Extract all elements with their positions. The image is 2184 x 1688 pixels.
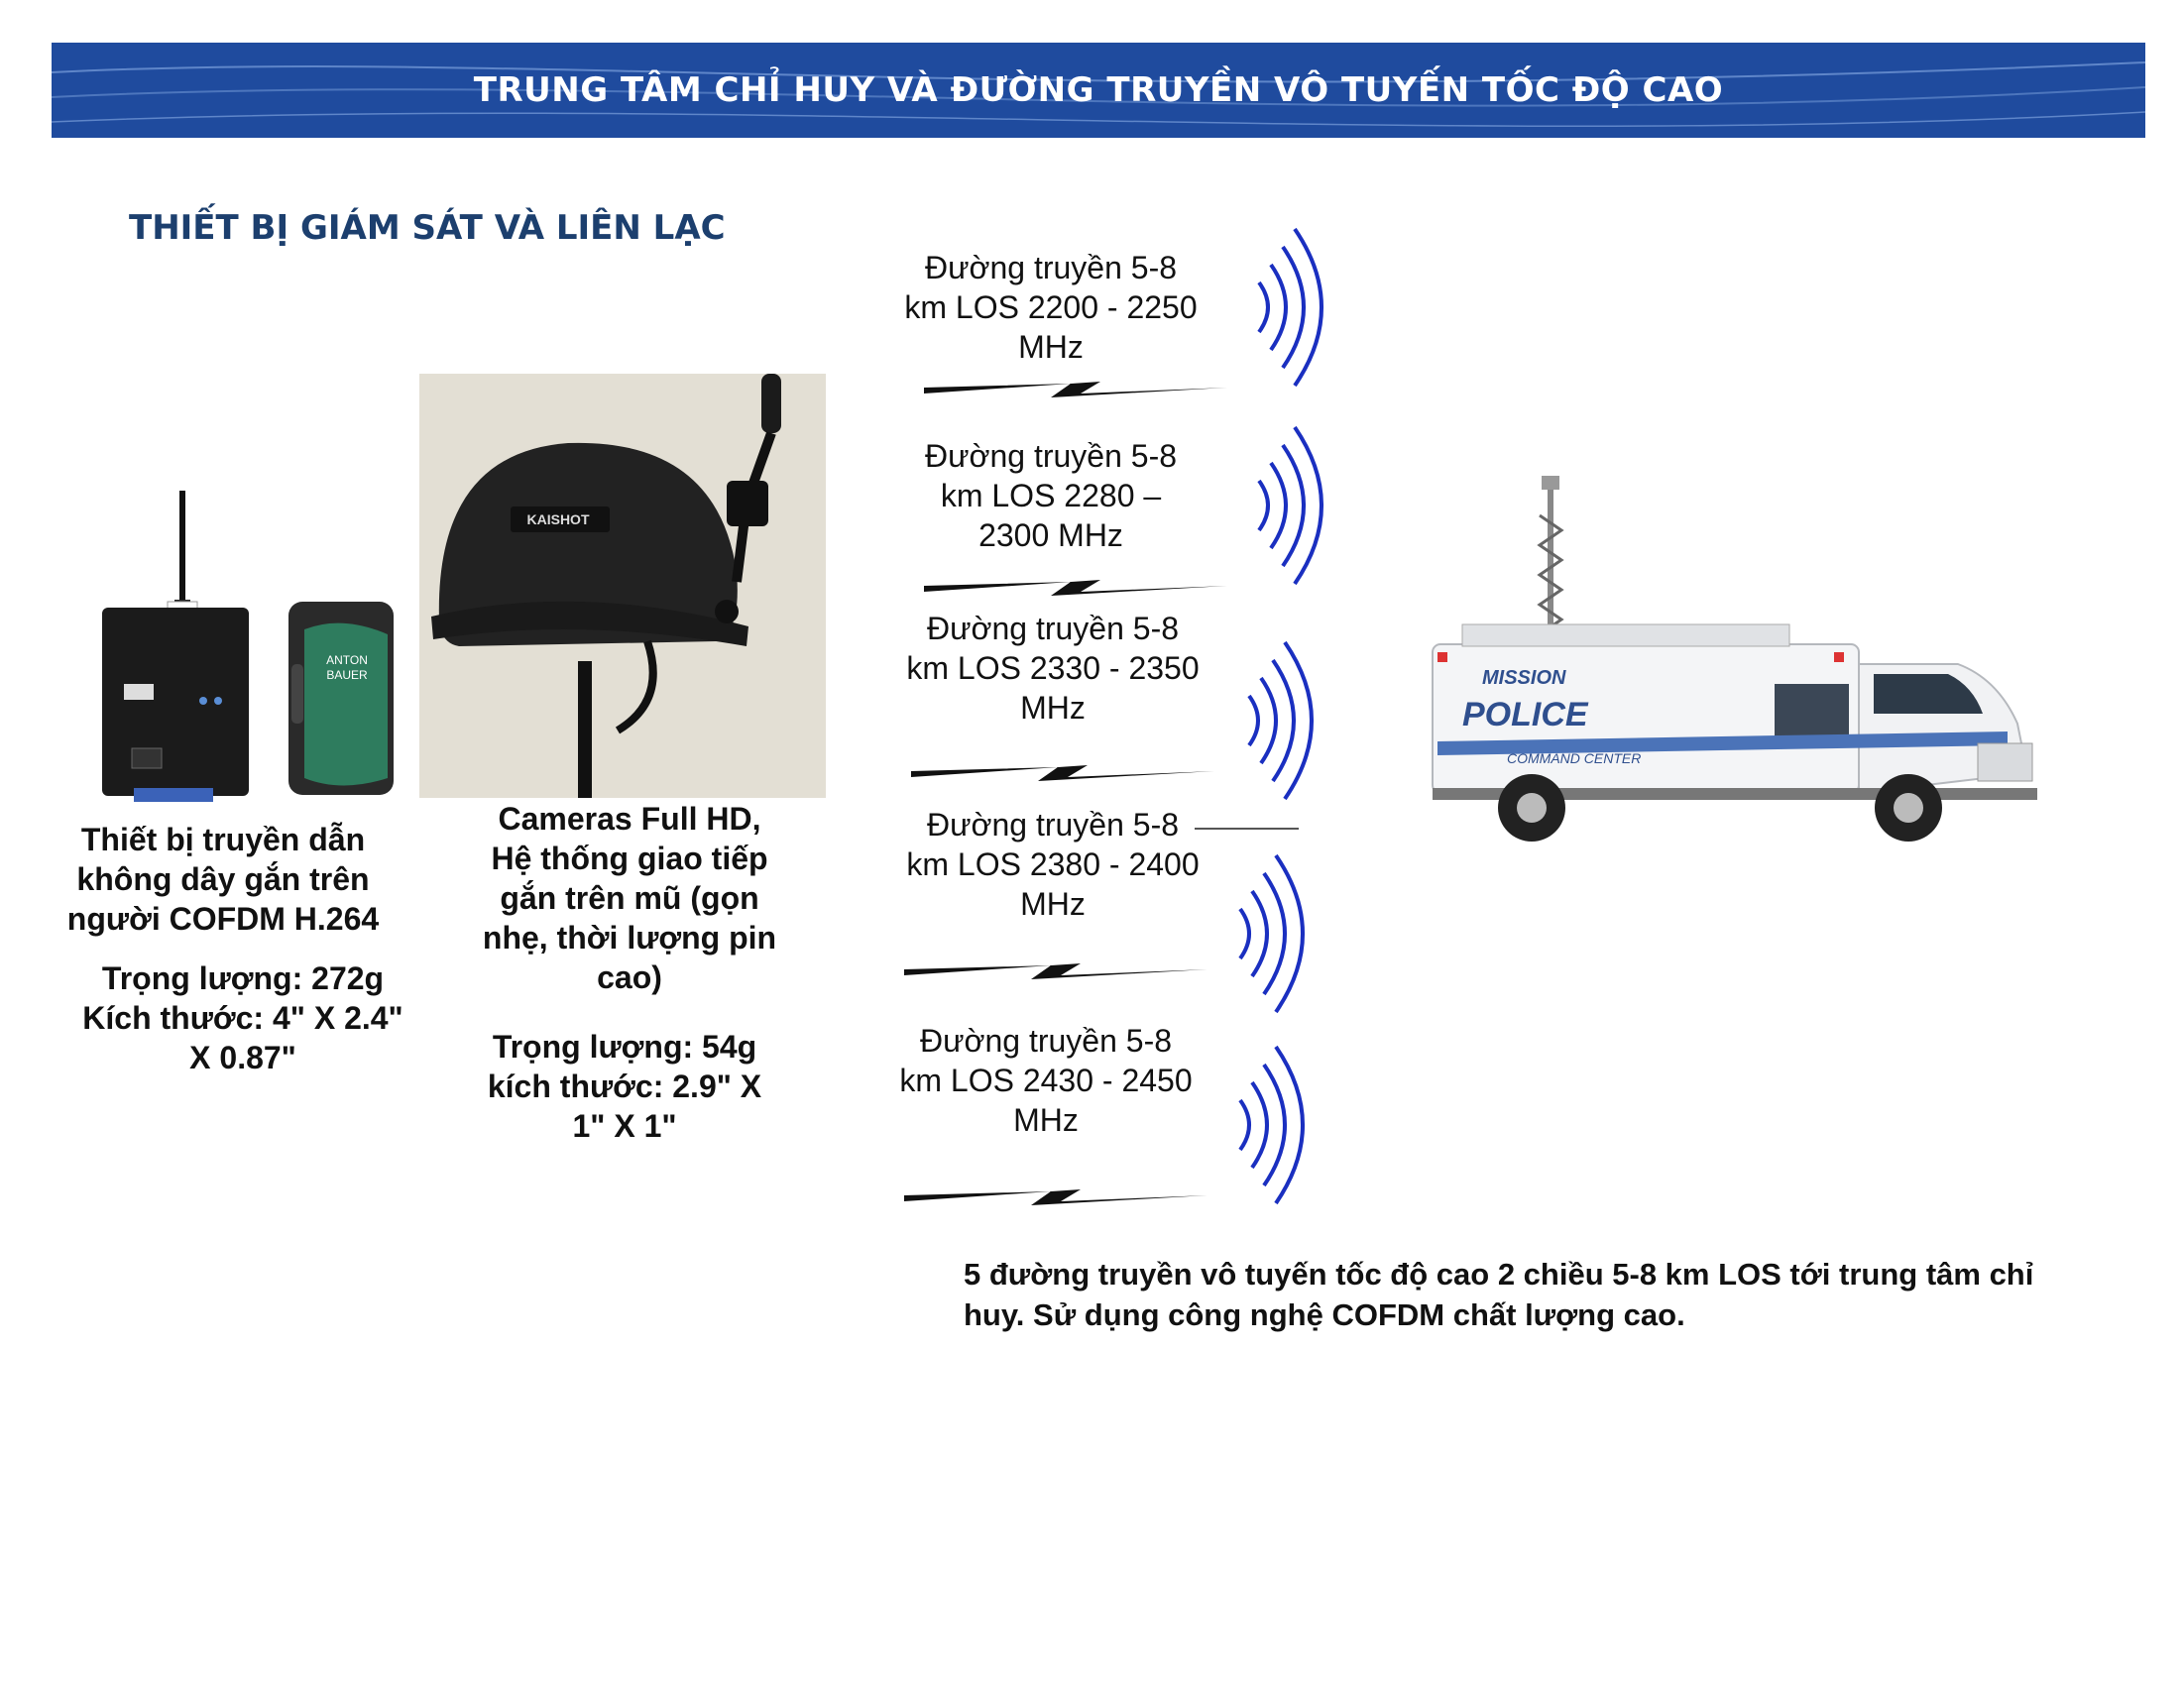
lightning-bolt-icon (902, 954, 1209, 993)
page-title: TRUNG TÂM CHỈ HUY VÀ ĐƯỜNG TRUYỀN VÔ TUYẾN TỐC ĐỘ CAO (473, 70, 1724, 110)
vehicle-subtitle-label: COMMAND CENTER (1507, 750, 1642, 766)
battery-brand-1: ANTON (326, 653, 368, 667)
summary-line: 5 đường truyền vô tuyến tốc độ cao 2 chiều 5-8 km LOS tới trung tâm chỉ (964, 1257, 2034, 1292)
link-label-line: Đường truyền 5-8 (919, 1023, 1173, 1059)
link-label-line: MHz (1018, 329, 1084, 365)
link-label-3 (894, 609, 1211, 728)
connector-line (1195, 827, 1299, 831)
command-center-vehicle-image (1423, 476, 2057, 852)
lightning-bolt-icon (922, 570, 1229, 610)
vehicle-brand-label: MISSION (1482, 667, 1566, 689)
radio-waves-icon (1251, 421, 1345, 590)
link-label-line: km LOS 2380 - 2400 (906, 846, 1200, 882)
summary-line: huy. Sử dụng công nghệ COFDM chất lượng cao. (964, 1297, 1685, 1332)
helmet-camera-image (419, 374, 826, 798)
link-label-line: MHz (1013, 1102, 1079, 1138)
summary-text (964, 1254, 2153, 1335)
cofdm-transmitter-image (94, 491, 402, 818)
helmet-brand-label: KAISHOT (526, 511, 590, 527)
vehicle-name-label: POLICE (1462, 696, 1588, 733)
lightning-bolt-icon (922, 372, 1229, 411)
transmitter-spec-line: Kích thước: 4" X 2.4" (82, 1000, 403, 1036)
lightning-bolt-icon (909, 755, 1216, 795)
transmitter-desc-line: Thiết bị truyền dẫn (80, 822, 366, 857)
helmet-desc-line: Cameras Full HD, (498, 801, 761, 837)
link-label-line: km LOS 2430 - 2450 (899, 1063, 1193, 1098)
link-label-line: Đường truyền 5-8 (924, 438, 1178, 474)
link-label-line: 2300 MHz (978, 517, 1123, 553)
transmitter-specs (59, 958, 426, 1077)
link-label-1 (892, 248, 1209, 367)
helmet-spec-line: 1" X 1" (572, 1108, 677, 1144)
section-title: THIẾT BỊ GIÁM SÁT VÀ LIÊN LẠC (129, 208, 726, 248)
helmet-description (466, 799, 793, 997)
link-label-line: km LOS 2330 - 2350 (906, 650, 1200, 686)
transmitter-desc-line: không dây gắn trên (76, 861, 370, 897)
link-label-line: Đường truyền 5-8 (924, 250, 1178, 285)
link-label-4 (894, 805, 1211, 924)
link-label-line: km LOS 2200 - 2250 (904, 289, 1198, 325)
battery-brand-2: BAUER (326, 668, 368, 682)
transmitter-description (59, 820, 387, 939)
link-label-2 (892, 436, 1209, 555)
transmitter-spec-line: Trọng lượng: 272g (101, 960, 385, 996)
helmet-spec-line: Trọng lượng: 54g (492, 1029, 757, 1065)
link-label-5 (887, 1021, 1205, 1140)
radio-waves-icon (1232, 1041, 1326, 1209)
helmet-spec-line: kích thước: 2.9" X (487, 1069, 762, 1104)
link-label-line: MHz (1020, 690, 1086, 726)
link-label-line: MHz (1020, 886, 1086, 922)
link-label-line: Đường truyền 5-8 (926, 611, 1180, 646)
lightning-bolt-icon (902, 1180, 1209, 1219)
link-label-line: km LOS 2280 – (940, 478, 1162, 513)
link-label-line: Đường truyền 5-8 (926, 807, 1180, 843)
helmet-specs (461, 1027, 788, 1146)
helmet-desc-line: gắn trên mũ (gọn (500, 880, 759, 916)
radio-waves-icon (1241, 636, 1335, 805)
transmitter-desc-line: người COFDM H.264 (66, 901, 380, 937)
transmitter-spec-line: X 0.87" (189, 1040, 296, 1075)
radio-waves-icon (1251, 223, 1345, 392)
radio-waves-icon (1232, 849, 1326, 1018)
helmet-desc-line: Hệ thống giao tiếp (491, 841, 768, 876)
helmet-desc-line: cao) (597, 959, 662, 995)
header-banner (52, 43, 2145, 138)
helmet-desc-line: nhẹ, thời lượng pin (482, 920, 777, 956)
